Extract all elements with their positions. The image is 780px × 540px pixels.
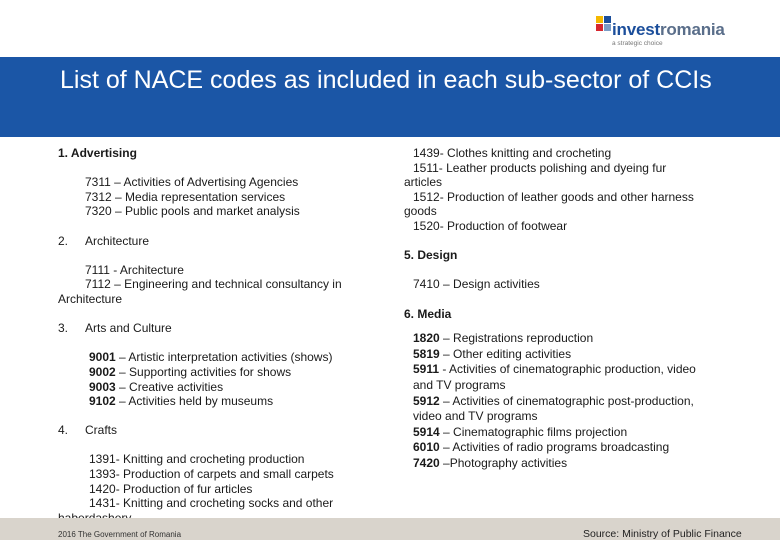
section-architecture-heading: 2. Architecture (58, 233, 150, 248)
crafts-item: 1511- Leather products polishing and dyeing fur (413, 160, 667, 175)
crafts-item: 1431- Knitting and crocheting socks and other (89, 496, 334, 511)
section-arts-heading: 3. Arts and Culture (58, 321, 172, 336)
advertising-item: 7320 – Public pools and market analysis (85, 204, 300, 219)
media-item: 1820 – Registrations reproduction (413, 331, 594, 346)
crafts-item: 1520- Production of footwear (413, 218, 568, 233)
logo-squares-icon (596, 16, 612, 40)
advertising-item: 7312 – Media representation services (85, 189, 286, 204)
slide-title: List of NACE codes as included in each sub-sector of CCIs (60, 66, 712, 94)
crafts-item: 1439- Clothes knitting and crocheting (413, 146, 612, 160)
logo-tagline: a strategic choice (612, 40, 663, 47)
footer-copyright: 2016 The Government of Romania (58, 530, 182, 539)
arts-item: 9001 – Artistic interpretation activities (shows) (89, 350, 333, 365)
media-item: 5912 – Activities of cinematographic post-production, (413, 393, 694, 408)
arts-item: 9003 – Creative activities (89, 379, 224, 394)
crafts-item: 1512- Production of leather goods and other harness (413, 189, 694, 204)
section-design-heading: 5. Design (404, 248, 458, 263)
crafts-item: 1393- Production of carpets and small carpets (89, 467, 334, 482)
title-banner (0, 57, 780, 137)
media-item: 6010 – Activities of radio programs broadcasting (413, 440, 670, 455)
media-item: 7420 –Photography activities (413, 455, 568, 470)
architecture-item: 7112 – Engineering and technical consultancy in (85, 277, 342, 292)
media-item: 5819 – Other editing activities (413, 346, 572, 361)
media-item: 5911 - Activities of cinematographic production, video (413, 362, 696, 377)
investromania-logo (596, 14, 746, 50)
arts-item: 9102 – Activities held by museums (89, 394, 274, 409)
footer-source: Source: Ministry of Public Finance (583, 528, 742, 540)
architecture-item: 7111 - Architecture (85, 262, 184, 277)
design-item: 7410 – Design activities (413, 277, 540, 292)
section-advertising-heading: 1. Advertising (58, 146, 137, 160)
architecture-item-continued: Architecture (58, 291, 123, 306)
crafts-item-continued: articles (404, 175, 443, 190)
arts-item: 9002 – Supporting activities for shows (89, 364, 292, 379)
left-column (58, 146, 378, 525)
crafts-item: 1391- Knitting and crocheting production (89, 452, 305, 467)
section-media-heading: 6. Media (404, 306, 452, 321)
media-item: 5914 – Cinematographic films projection (413, 424, 628, 439)
crafts-item: 1420- Production of fur articles (89, 481, 253, 496)
section-crafts-heading: 4. Crafts (58, 423, 118, 438)
media-item-continued: and TV programs (413, 377, 506, 392)
right-column (404, 146, 734, 471)
media-item-continued: video and TV programs (413, 409, 538, 424)
advertising-item: 7311 – Activities of Advertising Agencies (85, 175, 299, 190)
logo-wordmark: investromania (612, 20, 725, 39)
crafts-item-continued: goods (404, 204, 437, 219)
